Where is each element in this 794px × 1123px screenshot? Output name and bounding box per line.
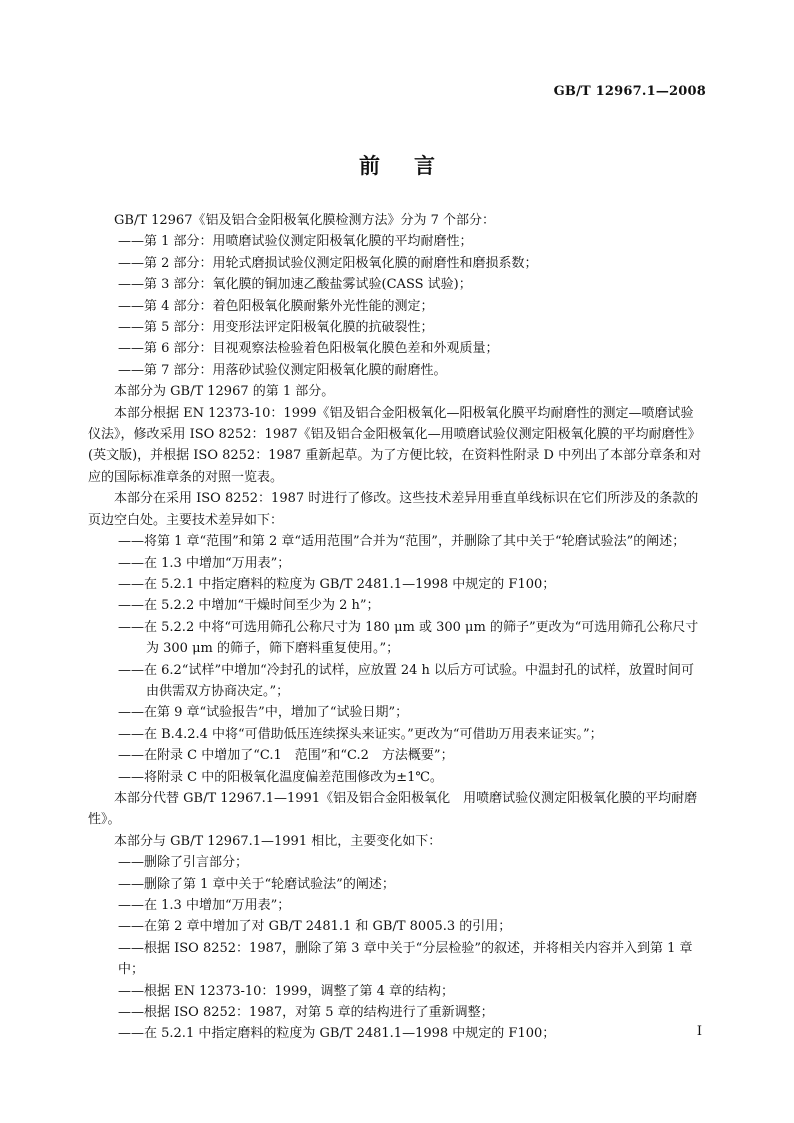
paragraph: 本部分在采用 ISO 8252：1987 时进行了修改。这些技术差异用垂直单线标识在它们所涉及的条款的页边空白处。主要技术差异如下： — [88, 491, 699, 528]
list-item: ——根据 EN 12373-10：1999，调整了第 4 章的结构； — [118, 983, 455, 999]
list-item: ——在 1.3 中增加“万用表”； — [118, 555, 291, 571]
paragraph: 本部分代替 GB/T 12967.1—1991《铝及铝合金阳极氧化 用喷磨试验仪测定阳极氧化膜的平均耐磨性》。 — [88, 790, 698, 828]
list-item: ——删除了第 1 章中关于“轮磨试验法”的阐述； — [118, 876, 395, 892]
paragraph: 本部分根据 EN 12373-10：1999《铝及铝合金阳极氧化—阳极氧化膜平均耐磨性的测定—喷磨试验仪法》，修改采用 ISO 8252：1987《铝及铝合金阳极氧化—用喷磨试验仪测定阳极氧化膜的平均耐磨性》(英文版)，并根据 ISO 8252：1987 重新起草。为了方便比较，在资料性附录 D 中列出了本部分章条和对应的国际标准章条的对照一览表。 — [88, 405, 702, 485]
list-item: ——在 1.3 中增加“万用表”； — [118, 898, 291, 913]
list-item: ——第 2 部分：用轮式磨损试验仪测定阳极氧化膜的耐磨性和磨损系数； — [118, 255, 538, 271]
list-item: ——删除了引言部分； — [118, 855, 249, 871]
list-item: ——在 6.2“试样”中增加“冷封孔的试样，应放置 24 h 以后方可试验。中温封孔的试样，放置时间可由供需双方协商决定。”； — [118, 662, 695, 699]
list-item: ——第 7 部分：用落砂试验仪测定阳极氧化膜的耐磨性。 — [118, 362, 447, 378]
list-item: ——根据 ISO 8252：1987，删除了第 3 章中关于“分层检验”的叙述，并将相关内容并入到第 1 章中； — [118, 940, 693, 978]
list-item: ——将附录 C 中的阳极氧化温度偏差范围修改为±1℃。 — [118, 769, 443, 785]
list-item: ——在附录 C 中增加了“C.1 范围”和“C.2 方法概要”； — [118, 748, 454, 764]
list-item: ——根据 ISO 8252：1987，对第 5 章的结构进行了重新调整； — [118, 1005, 494, 1021]
list-item: ——在第 2 章中增加了对 GB/T 2481.1 和 GB/T 8005.3 的引用； — [118, 919, 512, 935]
paragraph: 本部分与 GB/T 12967.1—1991 相比，主要变化如下： — [114, 833, 442, 849]
list-item: ——将第 1 章“范围”和第 2 章“适用范围”合并为“范围”，并删除了其中关于“轮磨试验法”的阐述； — [118, 534, 686, 550]
page-title: 前言 — [359, 153, 469, 178]
list-item: ——第 4 部分：着色阳极氧化膜耐紫外光性能的测定； — [118, 298, 434, 314]
list-item: ——在 5.2.1 中指定磨料的粒度为 GB/T 2481.1—1998 中规定的 F100； — [118, 576, 556, 592]
list-item: ——在 5.2.2 中将“可选用筛孔公称尺寸为 180 μm 或 300 μm 的筛子”更改为“可选用筛孔公称尺寸为 300 μm 的筛子，筛下磨料重复使用。”； — [118, 619, 699, 657]
list-item: ——在第 9 章“试验报告”中，增加了“试验日期”； — [118, 705, 409, 721]
list-item: ——第 1 部分：用喷磨试验仪测定阳极氧化膜的平均耐磨性； — [118, 234, 473, 250]
list-item: ——第 3 部分：氧化膜的铜加速乙酸盐雾试验(CASS 试验)； — [118, 277, 472, 293]
page-number: I — [696, 1024, 702, 1039]
paragraph: 本部分为 GB/T 12967 的第 1 部分。 — [114, 384, 335, 400]
paragraph: GB/T 12967《铝及铝合金阳极氧化膜检测方法》分为 7 个部分： — [114, 213, 496, 228]
list-item: ——第 6 部分：目视观察法检验着色阳极氧化膜色差和外观质量； — [118, 341, 499, 357]
foreword-content — [88, 210, 706, 1045]
list-item: ——在 5.2.2 中增加“干燥时间至少为 2 h”； — [118, 598, 380, 614]
list-item: ——第 5 部分：用变形法评定阳极氧化膜的抗破裂性； — [118, 320, 434, 336]
list-item: ——在 5.2.1 中指定磨料的粒度为 GB/T 2481.1—1998 中规定的 F100； — [118, 1026, 556, 1042]
standard-number: GB/T 12967.1—2008 — [553, 84, 706, 99]
list-item: ——在 B.4.2.4 中将“可借助低压连续探头来证实。”更改为“可借助万用表来证实。”； — [118, 726, 603, 742]
